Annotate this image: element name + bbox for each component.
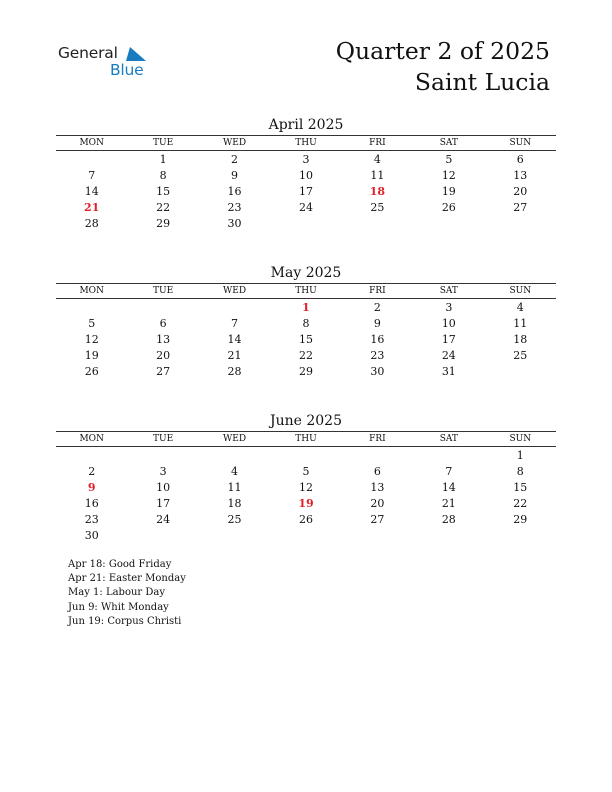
- week-row: [56, 299, 556, 316]
- empty-cell: [413, 447, 484, 464]
- holiday-note: Apr 21: Easter Monday: [68, 573, 186, 585]
- day-cell: 26: [298, 512, 313, 526]
- holiday-note: Apr 18: Good Friday: [68, 559, 172, 570]
- empty-cell: [485, 363, 556, 379]
- weekday-label: TUE: [127, 432, 198, 447]
- weekday-label: WED: [199, 432, 270, 447]
- holiday-date: 21: [84, 200, 100, 214]
- weekday-label: THU: [270, 136, 341, 151]
- week-row: [56, 495, 556, 511]
- empty-cell: [270, 447, 341, 464]
- day-cell: 19: [84, 348, 99, 362]
- week-row: [56, 167, 556, 183]
- day-cell: 5: [445, 152, 453, 166]
- day-cell: 23: [370, 348, 385, 362]
- day-cell: 8: [302, 316, 310, 330]
- day-cell: 20: [513, 184, 528, 198]
- day-cell: 6: [159, 316, 167, 330]
- empty-cell: [485, 527, 556, 543]
- month-title: April 2025: [268, 117, 344, 133]
- week-row: [56, 151, 556, 168]
- day-cell: 17: [156, 496, 171, 510]
- day-cell: 17: [298, 184, 313, 198]
- day-cell: 3: [159, 464, 167, 478]
- day-cell: 24: [156, 512, 171, 526]
- weekday-label: THU: [270, 432, 341, 447]
- day-cell: 28: [227, 364, 242, 378]
- day-cell: 27: [370, 512, 385, 526]
- day-cell: 20: [156, 348, 171, 362]
- weekday-label: FRI: [342, 136, 413, 151]
- day-cell: 2: [373, 300, 381, 314]
- holiday-date: 1: [302, 300, 310, 314]
- day-cell: 28: [84, 216, 99, 230]
- empty-cell: [127, 527, 198, 543]
- calendar-body: [56, 299, 556, 380]
- week-row: [56, 479, 556, 495]
- day-cell: 21: [227, 348, 242, 362]
- weekday-label: MON: [56, 432, 127, 447]
- day-cell: 21: [441, 496, 456, 510]
- week-row: [56, 199, 556, 215]
- day-cell: 10: [156, 480, 171, 494]
- weekday-header-row: [56, 284, 556, 299]
- day-cell: 10: [298, 168, 313, 182]
- day-cell: 22: [298, 348, 313, 362]
- empty-cell: [342, 527, 413, 543]
- day-cell: 29: [156, 216, 171, 230]
- day-cell: 9: [231, 168, 239, 182]
- day-cell: 16: [84, 496, 99, 510]
- month-june: [56, 412, 556, 543]
- day-cell: 11: [513, 316, 528, 330]
- day-cell: 12: [84, 332, 99, 346]
- day-cell: 17: [441, 332, 456, 346]
- weekday-label: FRI: [342, 284, 413, 299]
- title-quarter: Quarter 2 of 2025: [335, 37, 550, 65]
- holiday-date: 19: [298, 496, 314, 510]
- day-cell: 10: [441, 316, 456, 330]
- empty-cell: [127, 447, 198, 464]
- weekday-label: MON: [56, 284, 127, 299]
- day-cell: 26: [441, 200, 456, 214]
- weekday-label: SUN: [485, 432, 556, 447]
- week-row: [56, 447, 556, 464]
- day-cell: 5: [88, 316, 96, 330]
- day-cell: 30: [84, 528, 99, 542]
- day-cell: 22: [513, 496, 528, 510]
- weekday-label: WED: [199, 284, 270, 299]
- day-cell: 24: [441, 348, 456, 362]
- calendar-grid: [56, 431, 556, 543]
- day-cell: 2: [88, 464, 96, 478]
- day-cell: 8: [516, 464, 524, 478]
- logo-word-general: General: [58, 44, 118, 62]
- day-cell: 3: [445, 300, 453, 314]
- empty-cell: [485, 215, 556, 231]
- page-title: [336, 36, 550, 98]
- month-april: [56, 116, 556, 231]
- empty-cell: [413, 215, 484, 231]
- day-cell: 19: [441, 184, 456, 198]
- holiday-date: 9: [87, 480, 96, 494]
- day-cell: 26: [84, 364, 99, 378]
- day-cell: 14: [84, 184, 99, 198]
- day-cell: 4: [373, 152, 381, 166]
- day-cell: 9: [373, 316, 381, 330]
- day-cell: 27: [513, 200, 528, 214]
- month-title: May 2025: [270, 265, 342, 281]
- day-cell: 18: [227, 496, 242, 510]
- day-cell: 4: [231, 464, 239, 478]
- empty-cell: [199, 299, 270, 316]
- holiday-list: [68, 558, 186, 629]
- empty-cell: [56, 447, 127, 464]
- calendar-body: [56, 151, 556, 232]
- day-cell: 30: [227, 216, 242, 230]
- week-row: [56, 527, 556, 543]
- day-cell: 16: [370, 332, 385, 346]
- weekday-label: SUN: [485, 136, 556, 151]
- logo: [58, 44, 158, 84]
- day-cell: 30: [370, 364, 385, 378]
- day-cell: 1: [516, 448, 524, 462]
- empty-cell: [270, 527, 341, 543]
- day-cell: 28: [441, 512, 456, 526]
- day-cell: 23: [84, 512, 99, 526]
- day-cell: 31: [441, 364, 456, 378]
- weekday-header-row: [56, 136, 556, 151]
- day-cell: 29: [298, 364, 313, 378]
- day-cell: 4: [516, 300, 524, 314]
- empty-cell: [199, 447, 270, 464]
- month-may: [56, 264, 556, 379]
- empty-cell: [270, 215, 341, 231]
- day-cell: 7: [445, 464, 453, 478]
- holiday-note: Jun 9: Whit Monday: [68, 601, 169, 613]
- week-row: [56, 183, 556, 199]
- day-cell: 1: [159, 152, 167, 166]
- empty-cell: [56, 151, 127, 168]
- day-cell: 25: [370, 200, 385, 214]
- holiday-note: May 1: Labour Day: [68, 587, 165, 599]
- week-row: [56, 315, 556, 331]
- day-cell: 24: [298, 200, 313, 214]
- weekday-label: SAT: [413, 432, 484, 447]
- calendar-grid: [56, 135, 556, 231]
- day-cell: 14: [227, 332, 242, 346]
- empty-cell: [342, 447, 413, 464]
- day-cell: 12: [298, 480, 313, 494]
- holiday-date: 18: [369, 184, 386, 198]
- day-cell: 7: [231, 316, 239, 330]
- day-cell: 15: [298, 332, 313, 346]
- week-row: [56, 347, 556, 363]
- day-cell: 8: [159, 168, 167, 182]
- empty-cell: [127, 299, 198, 316]
- day-cell: 14: [441, 480, 456, 494]
- day-cell: 18: [513, 332, 528, 346]
- day-cell: 6: [516, 152, 524, 166]
- day-cell: 20: [370, 496, 385, 510]
- day-cell: 11: [227, 480, 242, 494]
- empty-cell: [199, 527, 270, 543]
- title-country: Saint Lucia: [414, 68, 550, 96]
- day-cell: 11: [370, 168, 385, 182]
- day-cell: 2: [231, 152, 239, 166]
- logo-word-blue: Blue: [110, 61, 144, 79]
- day-cell: 13: [370, 480, 385, 494]
- day-cell: 15: [156, 184, 171, 198]
- calendar-grid: [56, 283, 556, 379]
- calendar-body: [56, 447, 556, 544]
- day-cell: 13: [156, 332, 171, 346]
- weekday-label: SAT: [413, 284, 484, 299]
- day-cell: 27: [156, 364, 171, 378]
- day-cell: 23: [227, 200, 242, 214]
- week-row: [56, 511, 556, 527]
- weekday-label: MON: [56, 136, 127, 151]
- empty-cell: [413, 527, 484, 543]
- day-cell: 12: [441, 168, 456, 182]
- day-cell: 7: [88, 168, 96, 182]
- week-row: [56, 363, 556, 379]
- week-row: [56, 215, 556, 231]
- week-row: [56, 463, 556, 479]
- weekday-header-row: [56, 432, 556, 447]
- day-cell: 15: [513, 480, 528, 494]
- weekday-label: TUE: [127, 136, 198, 151]
- holiday-note: Jun 19: Corpus Christi: [68, 615, 182, 627]
- weekday-label: WED: [199, 136, 270, 151]
- weekday-label: FRI: [342, 432, 413, 447]
- day-cell: 22: [156, 200, 171, 214]
- weekday-label: THU: [270, 284, 341, 299]
- day-cell: 5: [302, 464, 310, 478]
- day-cell: 25: [513, 348, 528, 362]
- weekday-label: SAT: [413, 136, 484, 151]
- weekday-label: TUE: [127, 284, 198, 299]
- weekday-label: SUN: [485, 284, 556, 299]
- day-cell: 29: [513, 512, 528, 526]
- day-cell: 3: [302, 152, 310, 166]
- day-cell: 13: [513, 168, 528, 182]
- empty-cell: [342, 215, 413, 231]
- empty-cell: [56, 299, 127, 316]
- day-cell: 16: [227, 184, 242, 198]
- day-cell: 25: [227, 512, 242, 526]
- week-row: [56, 331, 556, 347]
- month-title: June 2025: [269, 413, 342, 429]
- day-cell: 6: [373, 464, 381, 478]
